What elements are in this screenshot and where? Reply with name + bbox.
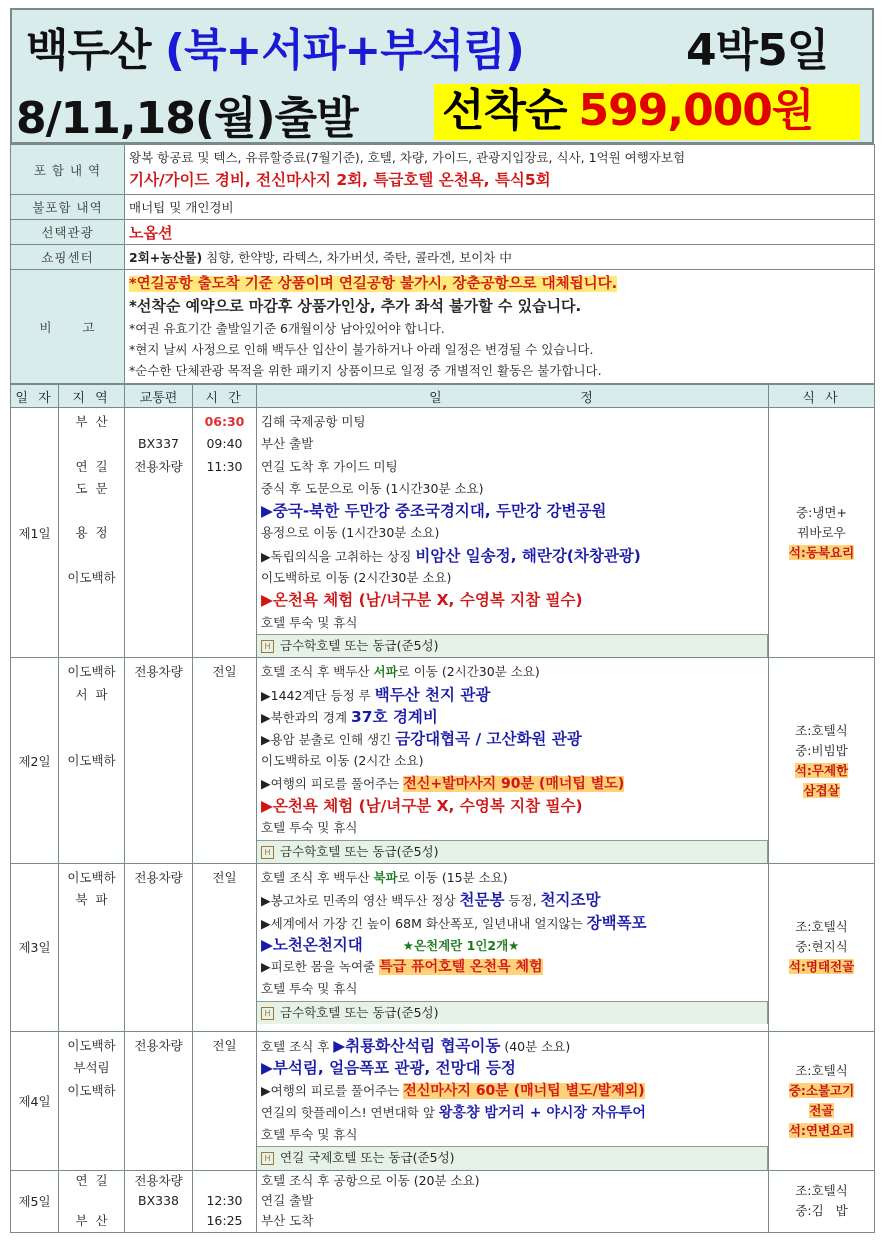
shopping-cell xyxy=(125,245,875,270)
col-time: 시 간 xyxy=(193,385,257,408)
hotel-icon: H xyxy=(261,1152,274,1165)
day-schedule: 호텔 조식 후 공항으로 이동 (20분 소요) 연길 출발 부산 도착 xyxy=(257,1170,769,1232)
exclude-text: 매너팁 및 개인경비 xyxy=(125,195,875,220)
remark-4: *현지 날씨 사정으로 인해 백두산 입산이 불가하거나 아래 일정은 변경될 수 있습니다. xyxy=(129,341,594,357)
day-meals: 조:호텔식 중:김 밥 xyxy=(769,1170,875,1232)
remark-cell xyxy=(125,270,875,384)
day-row xyxy=(11,408,875,658)
hotel-icon: H xyxy=(261,846,274,859)
include-line1: 왕복 항공료 및 텍스, 유류할증료(7월기준), 호텔, 차량, 가이드, 관광지입장료, 식사, 1억원 여행자보험 xyxy=(129,149,686,165)
info-table xyxy=(10,144,875,384)
include-cell xyxy=(125,145,875,195)
tour-header xyxy=(10,8,874,144)
day-row xyxy=(11,1031,875,1170)
day-transport: 전용차량 xyxy=(134,869,183,885)
title-sub: (북+서파+부석림) xyxy=(164,25,524,76)
col-day: 일 자 xyxy=(11,385,59,408)
day-schedule: 김해 국제공항 미팅 부산 출발 연길 도착 후 가이드 미팅 중식 후 도문으로 이동 (1시간30분 소요) ▶중국-북한 두만강 중조국경지대, 두만강 강변공원 용정으로 이동 (1시간30분 소요) ▶독립의식을 고취하는 상징 비암산 일송정, 해란강(차창관광) 이도백하로 이동 (2시간30분 소요) ▶온천욕 체험 (남/녀구분 X, 수영복 지참 필수) 호텔 투숙 및 휴식 H 금수학호텔 또는 동급(준5성) xyxy=(257,408,769,658)
day-label: 제5일 xyxy=(11,1170,59,1232)
day-transport: BX337 전용차량 xyxy=(134,436,183,474)
day-time: 12:30 16:25 xyxy=(206,1192,243,1228)
remark-3: *여권 유효기간 출발일기준 6개월이상 남아있어야 합니다. xyxy=(129,320,445,336)
day-schedule: 호텔 조식 후 ▶취룡화산석림 협곡이동 (40분 소요) ▶부석림, 얼음폭포 관광, 전망대 등정 ▶여행의 피로를 풀어주는 전신마사지 60분 (매너팁 별도/발제외) 연길의 핫플레이스! 연변대학 앞 왕홍챵 밤거리 + 야시장 자유투어 호텔 투숙 및 휴식 H 연길 국제호텔 또는 동급(준5성) xyxy=(257,1031,769,1170)
col-meal: 식 사 xyxy=(769,385,875,408)
itinerary-header xyxy=(11,385,875,408)
itinerary-table xyxy=(10,384,875,1233)
day-row xyxy=(11,1170,875,1232)
day-time: 전일 xyxy=(212,1037,237,1053)
remark-1: *연길공항 출도착 기준 상품이며 연길공항 불가시, 장춘공항으로 대체됩니다. xyxy=(129,275,618,292)
remark-label: 비 고 xyxy=(11,270,125,384)
day-time: 전일 xyxy=(212,869,237,885)
include-line2: 기사/가이드 경비, 전신마사지 2회, 특급호텔 온천욕, 특식5회 xyxy=(129,170,551,189)
day-regions: 부 산 연 길 도 문 용 정 이도백하 xyxy=(67,414,116,586)
day-time: 전일 xyxy=(212,664,237,680)
remark-5: *순수한 단체관광 목적을 위한 패키지 상품이므로 일정 중 개별적인 활동은 불가합니다. xyxy=(129,362,602,378)
day-regions: 이도백하 부석림 이도백하 xyxy=(67,1037,116,1098)
tour-sheet xyxy=(10,8,874,1233)
promo-label: 선착순 xyxy=(442,85,567,136)
duration: 4박5일 xyxy=(686,25,829,76)
day-transport: 전용차량 xyxy=(134,664,183,680)
day-meals: 조:호텔식 중:소불고기 전골 석:연변요리 xyxy=(769,1031,875,1170)
day-schedule: 호텔 조식 후 백두산 서파로 이동 (2시간30분 소요) ▶1442계단 등정 루 백두산 천지 관광 ▶북한과의 경계 37호 경계비 ▶용암 분출로 인해 생긴 금강대협곡 / 고산화원 관광 이도백하로 이동 (2시간 소요) ▶여행의 피로를 풀어주는 전신+발마사지 90분 (매너팁 별도) ▶온천욕 체험 (남/녀구분 X, 수영복 지참 필수) 호텔 투숙 및 휴식 H 금수학호텔 또는 동급(준5성) xyxy=(257,658,769,864)
departure-dates: 8/11,18(월)출발 xyxy=(16,93,358,144)
day-meals: 조:호텔식 중:비빔밥 석:무제한 삼겹살 xyxy=(769,658,875,864)
price: 599,000원 xyxy=(578,85,814,136)
day-label: 제1일 xyxy=(11,408,59,658)
day-regions: 연 길 부 산 xyxy=(75,1172,108,1228)
remark-2: *선착순 예약으로 마감후 상품가인상, 추가 좌석 불가할 수 있습니다. xyxy=(129,296,582,315)
day-label: 제2일 xyxy=(11,658,59,864)
shopping-count: 2회+농산물) xyxy=(129,250,203,265)
shopping-label: 쇼핑센터 xyxy=(11,245,125,270)
col-schedule: 일 정 xyxy=(257,385,769,408)
shopping-items: 침향, 한약방, 라텍스, 차가버섯, 죽탄, 콜라겐, 보이차 中 xyxy=(202,250,512,265)
day-label: 제3일 xyxy=(11,863,59,1031)
option-text: 노옵션 xyxy=(125,220,875,245)
day-meals: 중:냉면+ 꿔바로우 석:동북요리 xyxy=(769,408,875,658)
day-row xyxy=(11,658,875,864)
option-label: 선택관광 xyxy=(11,220,125,245)
day-meals: 조:호텔식 중:현지식 석:명태전골 xyxy=(769,863,875,1031)
day-label: 제4일 xyxy=(11,1031,59,1170)
day-row xyxy=(11,863,875,1031)
col-transport: 교통편 xyxy=(125,385,193,408)
hotel-icon: H xyxy=(261,640,274,653)
hotel-info: H 금수학호텔 또는 동급(준5성) xyxy=(257,634,768,657)
day-time: 09:40 11:30 xyxy=(206,436,243,474)
day-schedule: 호텔 조식 후 백두산 북파로 이동 (15분 소요) ▶봉고차로 민족의 영산 백두산 정상 천문봉 등정, 천지조망 ▶세계에서 가장 긴 높이 68M 화산폭포, 일년내내 얼지않는 장백폭포 ▶노천온천지대 ★온천계란 1인2개★ ▶피로한 몸을 녹여줄 특급 퓨어호텔 온천욕 체험 호텔 투숙 및 휴식 H 금수학호텔 또는 동급(준5성) xyxy=(257,863,769,1031)
hotel-info: H 연길 국제호텔 또는 동급(준5성) xyxy=(257,1146,768,1169)
hotel-info: H 금수학호텔 또는 동급(준5성) xyxy=(257,1001,768,1024)
promo-box xyxy=(434,84,860,140)
exclude-label: 불포함 내역 xyxy=(11,195,125,220)
day-time-highlight: 06:30 xyxy=(204,414,245,429)
include-label: 포 함 내 역 xyxy=(11,145,125,195)
title-main: 백두산 xyxy=(26,25,151,76)
hotel-info: H 금수학호텔 또는 동급(준5성) xyxy=(257,840,768,863)
hotel-icon: H xyxy=(261,1007,274,1020)
day-regions: 이도백하 북 파 xyxy=(67,869,116,908)
day-regions: 이도백하 서 파 이도백하 xyxy=(67,664,116,769)
day-transport: 전용차량 BX338 xyxy=(134,1172,183,1208)
title-row xyxy=(26,14,829,78)
day-transport: 전용차량 xyxy=(134,1037,183,1053)
col-region: 지 역 xyxy=(59,385,125,408)
